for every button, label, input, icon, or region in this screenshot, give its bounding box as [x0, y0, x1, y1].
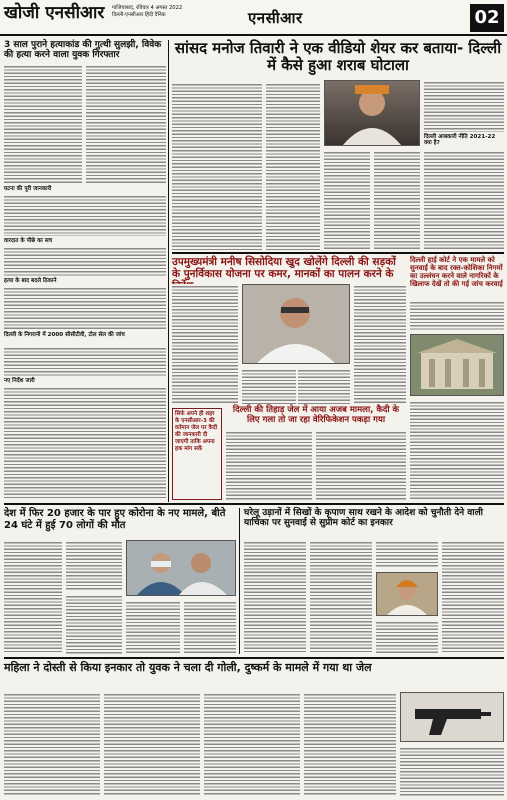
mid-story-body-col3: [298, 368, 350, 404]
jail-story-body-col1: [226, 430, 312, 500]
lead-story-subhead: दिल्ली आबकारी नीति 2021-22 क्या है?: [424, 134, 496, 147]
issue-tagline: दिल्ली-एनसीआर हिंदी दैनिक: [112, 11, 166, 18]
left-story-body-col1: [4, 64, 82, 184]
left-story-subhead-3: हत्या के बाद बदले ठिकाने: [4, 278, 57, 284]
jail-story-body-col2: [316, 430, 406, 500]
section-name: एनसीआर: [248, 9, 303, 27]
left-story-body-5: [4, 346, 166, 376]
bottom-story-body-col2: [104, 692, 200, 796]
right-story-headline: दिल्ली हाई कोर्ट ने एक मामले को सुनवाई के बाद रक्त-कोशिका निगमों का उल्लंघन करने वाले नागरिकों के खिलाफ देखें तो की गई जांच करवाई: [410, 256, 503, 289]
court-story-body-col3: [376, 540, 438, 568]
lead-story-body-col4: [374, 150, 420, 250]
section-rule-3: [4, 657, 504, 659]
bottom-story-body-col3: [204, 692, 300, 796]
mid-story-body-col1: [172, 284, 238, 404]
column-divider: [168, 40, 169, 502]
court-story-body-col2: [310, 540, 372, 654]
court-building-icon: [411, 335, 503, 395]
left-story-body-4: [4, 286, 166, 330]
person-photo-icon: [325, 81, 419, 145]
sikh-man-photo-icon: [377, 573, 437, 615]
bottom-story-photo: [400, 692, 504, 742]
lead-story-headline: सांसद मनोज तिवारी ने एक वीडियो शेयर कर बताया- दिल्ली में कैसे हुआ शराब घोटाला: [174, 39, 502, 75]
right-story-photo: [410, 334, 504, 396]
lead-story-body-col1: [172, 82, 262, 250]
court-story-body-col1: [244, 540, 306, 654]
lead-story-body-col3: [324, 150, 370, 250]
court-story-body-col4: [376, 620, 438, 654]
right-story-body-2: [410, 400, 504, 500]
column-divider-2: [239, 508, 240, 654]
minister-photo-icon: [243, 285, 349, 363]
covid-story-photo: [126, 540, 236, 596]
covid-story-body-col3: [66, 594, 122, 654]
mid-story-headline: उपमुख्यमंत्री मनीष सिसोदिया खुद खोलेंगे दिल्ली की सड़कों के पुनर्विकास योजना पर कमर, मानकों का पालन करने के: [172, 256, 396, 281]
left-story-body-6: [4, 386, 166, 500]
issue-meta: [112, 5, 232, 18]
mid-story-body-col4: [354, 284, 406, 404]
bottom-story-body-col5: [400, 746, 504, 796]
left-story-subhead-4: दिल्ली के निगरानी में 2000 सीसीटीवी, टोल सेल की जांच: [4, 332, 125, 338]
left-story-body-3: [4, 246, 166, 276]
vaccination-photo-icon: [127, 541, 235, 595]
pistol-photo-icon: [401, 693, 503, 741]
left-story-headline: 3 साल पुराने हत्याकांड की गुत्थी सुलझी, विवेक की हत्या करने वाला युवक गिरफ्तार: [4, 40, 162, 61]
covid-story-body-col2: [66, 540, 122, 590]
left-story-subhead-5: नए निर्देश जारी: [4, 378, 35, 384]
bottom-story-body-col1: [4, 692, 100, 796]
covid-story-body-col1: [4, 540, 62, 654]
pullquote-box: [172, 408, 222, 500]
covid-story-body-col4: [126, 600, 180, 654]
left-story-subhead-2: वारदात के पीछे का सच: [4, 238, 53, 244]
lead-story-body-col5: [424, 80, 504, 132]
lead-story-body-col2: [266, 82, 320, 250]
mid-story-body-col2: [242, 368, 296, 404]
bottom-story-headline: महिला ने दोस्ती से किया इनकार तो युवक ने चला दी गोली, दुष्कर्म के मामले में गया था जेल: [4, 661, 372, 674]
page-number: 02: [470, 4, 504, 32]
lead-story-body-col6: [424, 150, 504, 250]
right-story-body-1: [410, 300, 504, 330]
left-story-body-col2: [86, 64, 166, 184]
mid-story-photo: [242, 284, 350, 364]
brand-logo: खोजी एनसीआर: [4, 3, 105, 23]
court-story-headline: घरेलू उड़ानों में सिखों के कृपाण साथ रखने के आदेश को चुनौती देने वाली याचिका पर सुनवाई से सुप्रीम कोर्ट का इनकार: [244, 508, 484, 529]
covid-story-body-col5: [184, 600, 236, 654]
lead-story-photo: [324, 80, 420, 146]
jail-story-pullquote: सिर्फ अपने ही शहर के एनसीआर-3 की वर्तमान जेल पर कैदी की जानकारी दी जाएगी ताकि अपना हक मांग सकें: [175, 411, 218, 452]
section-rule-2: [4, 503, 504, 505]
left-story-subhead-1: घटना की पूरी जानकारी: [4, 186, 52, 192]
court-story-body-col5: [442, 540, 504, 654]
issue-date: गाजियाबाद, रविवार 4 अगस्त 2022: [112, 5, 183, 11]
court-story-photo: [376, 572, 438, 616]
section-rule: [172, 252, 504, 254]
left-story-body-2: [4, 194, 166, 236]
covid-story-headline: देश में फिर 20 हजार के पार हुए कोरोना के नए मामले, बीते 24 घंटे में हुई 70 लोगों की मौत: [4, 508, 226, 531]
jail-story-headline: दिल्ली की तिहाड़ जेल में आया अजब मामला, कैदी के लिए गला तो जा रहा वेरिफिकेशन पकड़ा गया: [232, 405, 400, 425]
bottom-story-body-col4: [304, 692, 396, 796]
